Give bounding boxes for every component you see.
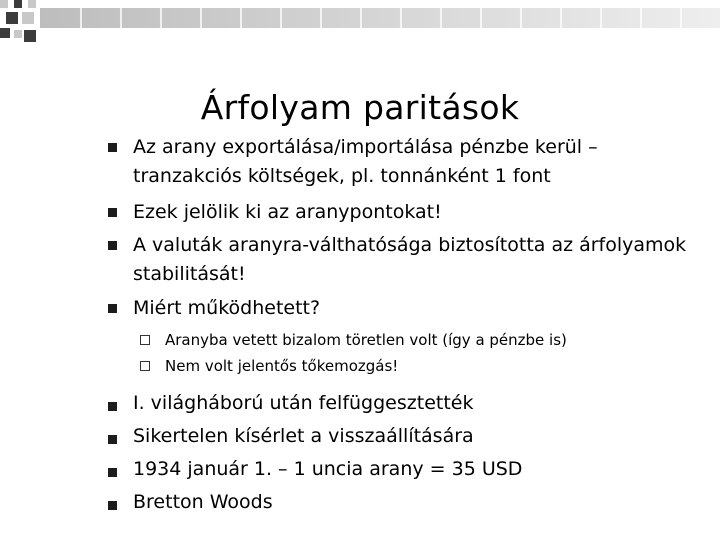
header-decoration	[0, 0, 720, 50]
square-bullet-icon	[108, 304, 117, 313]
sub-bullet-text: Aranyba vetett bizalom töretlen volt (így a pénzbe is)	[165, 331, 567, 349]
bullet-text-line: Ezek jelölik ki az aranypontokat!	[133, 201, 442, 223]
bullet-text-line: Miért működhetett?	[133, 297, 321, 319]
slide-title: Árfolyam paritások	[200, 88, 520, 128]
square-bullet-icon	[108, 468, 117, 477]
hollow-square-bullet-icon	[140, 335, 150, 345]
bullet-text-line: I. világháború után felfüggesztették	[133, 392, 474, 414]
bullet-text-line: 1934 január 1. – 1 uncia arany = 35 USD	[133, 458, 523, 480]
square-bullet-icon	[108, 501, 117, 510]
bullet-text-line: A valuták aranyra-válthatósága biztosította az árfolyamok	[133, 234, 687, 256]
bullet-text-line: Bretton Woods	[133, 491, 273, 513]
bullet-text-line: tranzakciós költségek, pl. tonnánként 1 font	[133, 165, 551, 187]
square-bullet-icon	[108, 435, 117, 444]
square-bullet-icon	[108, 402, 117, 411]
sub-bullet-text: Nem volt jelentős tőkemozgás!	[165, 357, 399, 375]
square-bullet-icon	[108, 241, 117, 250]
hollow-square-bullet-icon	[140, 361, 150, 371]
bullet-text-line: Sikertelen kísérlet a visszaállítására	[133, 425, 474, 447]
square-bullet-icon	[108, 208, 117, 217]
bullet-text-line: stabilitását!	[133, 263, 246, 285]
square-bullet-icon	[108, 143, 117, 152]
bullet-text-line: Az arany exportálása/importálása pénzbe kerül –	[133, 136, 598, 158]
